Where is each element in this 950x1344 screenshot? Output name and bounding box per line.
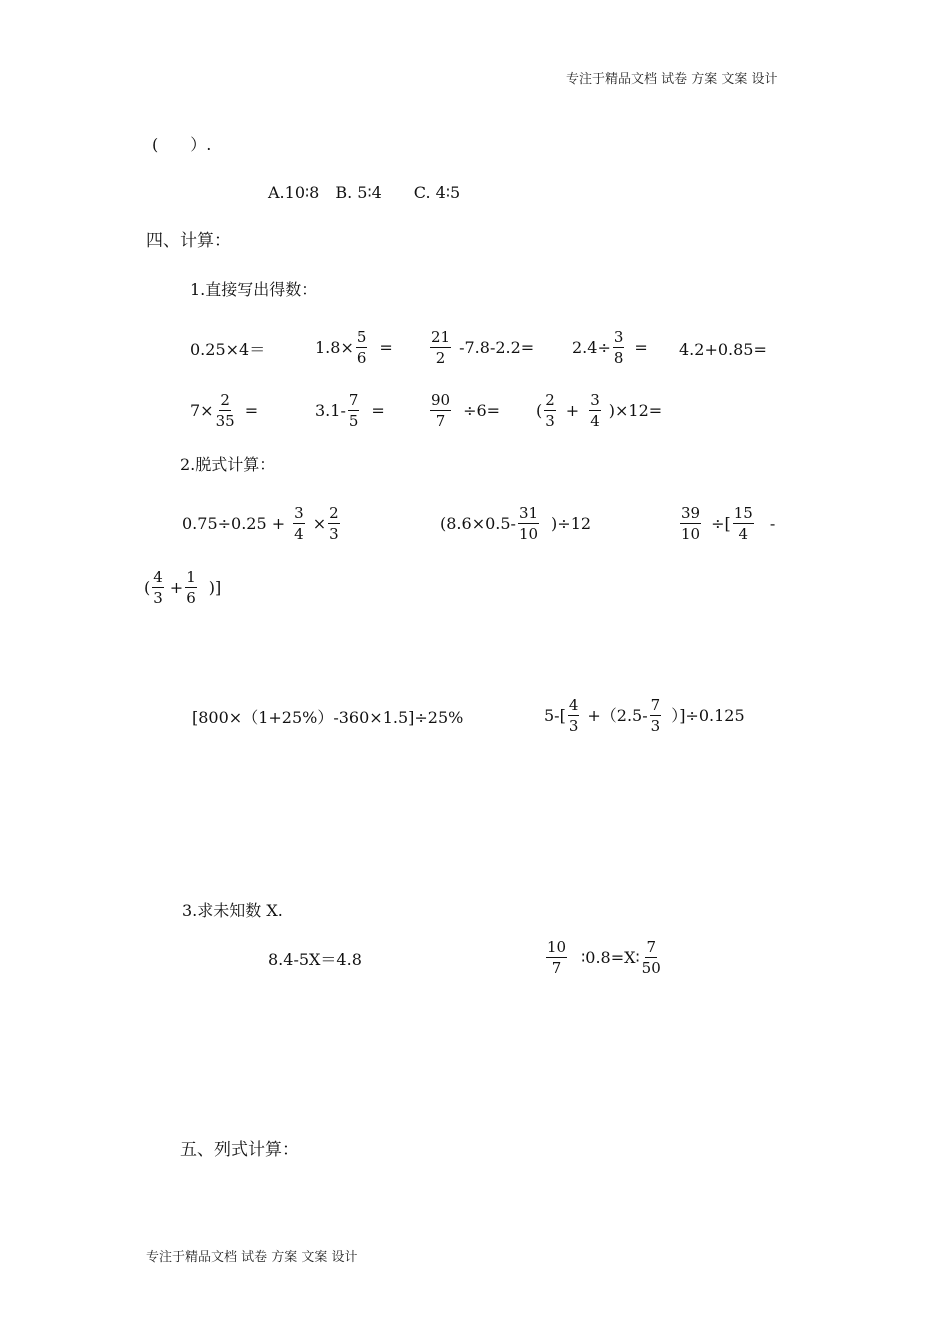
section-5-title: 五、列式计算： xyxy=(180,1140,299,1160)
fraction: $\frac{5}{6}$ xyxy=(356,328,367,367)
expr-1-2: 1.8× $\frac{5}{6}$ = xyxy=(315,328,393,367)
fraction: $\frac{2}{3}$ xyxy=(545,391,555,430)
page-header: 专注于精品文档 试卷 方案 文案 设计 xyxy=(566,72,778,87)
expr-2-4: ( $\frac{2}{3}$ + $\frac{3}{4}$ )×12= xyxy=(536,391,663,430)
choice-options: A.10∶8 B. 5∶4 C. 4∶5 xyxy=(268,183,461,202)
fraction: $\frac{2}{35}$ xyxy=(215,391,235,430)
expr-4-2: 5-[ $\frac{4}{3}$ +（2.5- $\frac{7}{3}$ ）]÷0.125 xyxy=(544,696,745,735)
expr-3-2: (8.6×0.5- $\frac{31}{10}$ )÷12 xyxy=(440,504,592,543)
fraction: $\frac{7}{50}$ xyxy=(641,938,661,977)
answer-blank: ( ）. xyxy=(152,135,212,154)
expr-4-1: [800×（1+25%）-360×1.5]÷25% xyxy=(192,708,464,727)
fraction: $\frac{90}{7}$ xyxy=(431,391,451,430)
expr-2-3: $\frac{90}{7}$ ÷6= xyxy=(431,391,501,430)
fraction: $\frac{2}{3}$ xyxy=(329,504,339,543)
fraction: $\frac{4}{3}$ xyxy=(568,696,579,735)
fraction: $\frac{3}{4}$ xyxy=(294,504,304,543)
fraction: $\frac{31}{10}$ xyxy=(518,504,539,543)
fraction: $\frac{15}{4}$ xyxy=(733,504,753,543)
part-3-title: 3.求未知数 X. xyxy=(182,901,283,920)
fraction: $\frac{3}{4}$ xyxy=(590,391,600,430)
fraction: $\frac{39}{10}$ xyxy=(681,504,701,543)
section-4-title: 四、计算： xyxy=(146,231,231,251)
expr-3-3: $\frac{39}{10}$ ÷[ $\frac{15}{4}$ - xyxy=(681,504,776,543)
fraction: $\frac{7}{5}$ xyxy=(348,391,359,430)
equation-1: 8.4-5X＝4.8 xyxy=(268,950,362,969)
fraction: $\frac{3}{8}$ xyxy=(613,328,624,367)
expr-2-2: 3.1- $\frac{7}{5}$ = xyxy=(315,391,385,430)
fraction: $\frac{4}{3}$ xyxy=(153,568,163,607)
part-2-title: 2.脱式计算： xyxy=(180,455,276,474)
page-footer: 专注于精品文档 试卷 方案 文案 设计 xyxy=(146,1250,358,1265)
part-1-title: 1.直接写出得数： xyxy=(190,280,318,299)
expr-3-3-cont: ( $\frac{4}{3}$ + $\frac{1}{6}$ )] xyxy=(144,568,222,607)
expr-2-1: 7× $\frac{2}{35}$ = xyxy=(190,391,259,430)
expr-1-1: 0.25×4＝ xyxy=(190,340,266,359)
fraction: $\frac{7}{3}$ xyxy=(650,696,661,735)
expr-1-4: 2.4÷ $\frac{3}{8}$ = xyxy=(572,328,648,367)
fraction: $\frac{21}{2}$ xyxy=(431,328,451,367)
expr-1-3: $\frac{21}{2}$ -7.8-2.2= xyxy=(431,328,535,367)
expr-3-1: 0.75÷0.25 + $\frac{3}{4}$ × $\frac{2}{3}$ xyxy=(182,504,339,543)
fraction: $\frac{10}{7}$ xyxy=(547,938,567,977)
fraction: $\frac{1}{6}$ xyxy=(186,568,196,607)
expr-1-5: 4.2+0.85= xyxy=(679,340,767,359)
equation-2: $\frac{10}{7}$ ∶0.8=X∶ $\frac{7}{50}$ xyxy=(547,938,661,977)
